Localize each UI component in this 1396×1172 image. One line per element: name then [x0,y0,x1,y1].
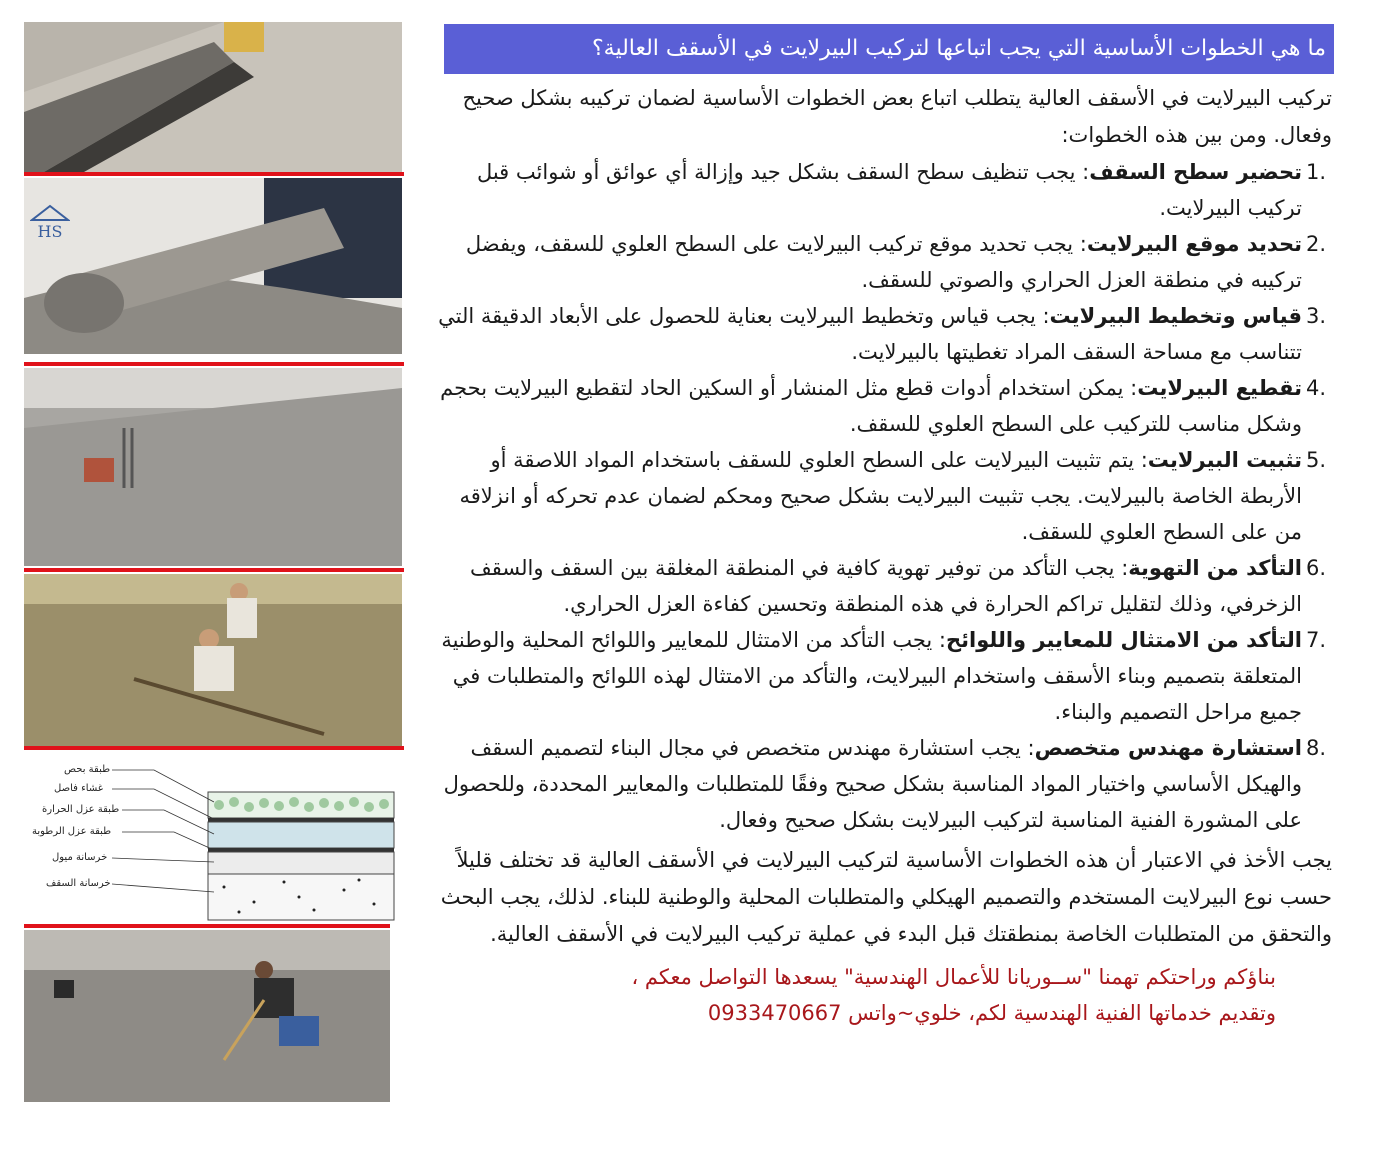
step-item [436,442,1336,550]
step-number: 7. [1306,628,1327,652]
step-number: 8. [1306,736,1327,760]
step-item [436,370,1336,442]
step-text: : يجب تنظيف سطح السقف بشكل جيد وإزالة أي عوائق أو شوائب قبل تركيب البيرلايت. [476,160,1302,220]
photo-divider [24,746,404,750]
step-title: تحديد موقع البيرلايت [1086,232,1302,256]
step-title: التأكد من الامتثال للمعايير واللوائح [945,628,1302,652]
step-item [436,298,1336,370]
step-number: 1. [1306,160,1327,184]
photo-divider [24,362,404,366]
step-item [436,154,1336,226]
step-number: 2. [1306,232,1327,256]
footer-line [436,995,1276,1031]
layer-label: طبقة بحص [64,764,111,775]
step-number: 4. [1306,376,1327,400]
footer-line: بناؤكم وراحتكم تهمنا "ســوريانا للأعمال الهندسية" يسعدها التواصل معكم ، [631,965,1276,989]
step-text: : يجب تحديد موقع تركيب البيرلايت على السطح العلوي للسقف، ويفضل تركيبه في منطقة العزل الحراري والصوتي للسقف. [465,232,1302,292]
article-closing: يجب الأخذ في الاعتبار أن هذه الخطوات الأساسية لتركيب البيرلايت في الأسقف العالية قد تختلف قليلاً حسب نوع البيرلايت المستخدم والتصميم الهيكلي والمتطلبات المحلية والوطنية للبناء. لذلك، يجب البحث والتحقق من المتطلبات الخاصة بمنطقتك قبل البدء في عملية تركيب البيرلايت في الأسقف العالية. [440,848,1332,946]
step-number: 5. [1306,448,1327,472]
photo-divider [24,172,404,176]
photo-concrete-edge [24,22,402,172]
layer-label: طبقة عزل الرطوبة [32,826,112,837]
step-title: استشارة مهندس متخصص [1034,736,1302,760]
step-title: التأكد من التهوية [1128,556,1302,580]
layer-label: خرسانة السقف [46,878,111,889]
step-text: : يجب التأكد من الامتثال للمعايير واللوائح المحلية والوطنية المتعلقة بتصميم وبناء الأسقف واستخدام البيرلايت، والتأكد من الامتثال لهذه اللوائح والمتطلبات في جميع مراحل التصميم والبناء. [441,628,1302,724]
step-item [436,622,1336,730]
roof-layers-diagram [24,762,404,942]
photo-divider [24,924,390,928]
photo-worker-sweeping [24,930,390,1102]
layer-label: طبقة عزل الحرارة [42,804,120,815]
photo-pump-hose [24,178,402,354]
photo-column [24,22,404,1112]
step-title: تحضير سطح السقف [1089,160,1302,184]
step-text: : يجب استشارة مهندس متخصص في مجال البناء لتصميم السقف والهيكل الأساسي واختيار المواد المناسبة بشكل صحيح وفقًا للمتطلبات والمعايير المحددة، وللحصول على المشورة الفنية المناسبة لتركيب البيرلايت بشكل صحيح وفعال. [443,736,1302,832]
hs-logo [30,204,70,240]
layer-label: غشاء فاصل [54,783,103,794]
step-title: قياس وتخطيط البيرلايت [1049,304,1302,328]
contact-footer [436,959,1336,1031]
photo-finished-roof [24,368,402,566]
step-item [436,226,1336,298]
article-title: ما هي الخطوات الأساسية التي يجب اتباعها لتركيب البيرلايت في الأسقف العالية؟ [444,24,1334,74]
photo-divider [24,568,404,572]
step-text: : يجب قياس وتخطيط البيرلايت بعناية للحصول على الأبعاد الدقيقة التي تتناسب مع مساحة السقف المراد تغطيتها بالبيرلايت. [438,304,1302,364]
step-number: 6. [1306,556,1327,580]
photo-workers-levelling [24,574,402,746]
step-item [436,730,1336,838]
article-intro: تركيب البيرلايت في الأسقف العالية يتطلب اتباع بعض الخطوات الأساسية لضمان تركيبه بشكل صحيح وفعال. ومن بين هذه الخطوات: [462,86,1332,147]
step-title: تقطيع البيرلايت [1137,376,1302,400]
article [436,24,1336,1031]
step-title: تثبيت البيرلايت [1147,448,1302,472]
phone-number[interactable]: 0933470667 [707,1001,842,1025]
steps-list [436,154,1336,838]
step-item [436,550,1336,622]
step-text: : يجب التأكد من توفير تهوية كافية في المنطقة المغلقة بين السقف والسقف الزخرفي، وذلك لتقليل تراكم الحرارة في هذه المنطقة وتحسين كفاءة العزل الحراري. [470,556,1302,616]
step-text: : يمكن استخدام أدوات قطع مثل المنشار أو السكين الحاد لتقطيع البيرلايت بحجم وشكل مناسب للتركيب على السطح العلوي للسقف. [440,376,1302,436]
svg-text:HS: HS [37,222,63,240]
footer-services-text: وتقديم خدماتها الفنية الهندسية لكم، خلوي~واتس [841,1001,1276,1025]
step-text: : يتم تثبيت البيرلايت على السطح العلوي للسقف باستخدام المواد اللاصقة أو الأربطة الخاصة بالبيرلايت. يجب تثبيت البيرلايت بشكل صحيح ومحكم لضمان عدم تحركه أو انزلاقه من على السطح العلوي للسقف. [459,448,1302,544]
layer-label: خرسانة ميول [52,852,108,863]
step-number: 3. [1306,304,1327,328]
